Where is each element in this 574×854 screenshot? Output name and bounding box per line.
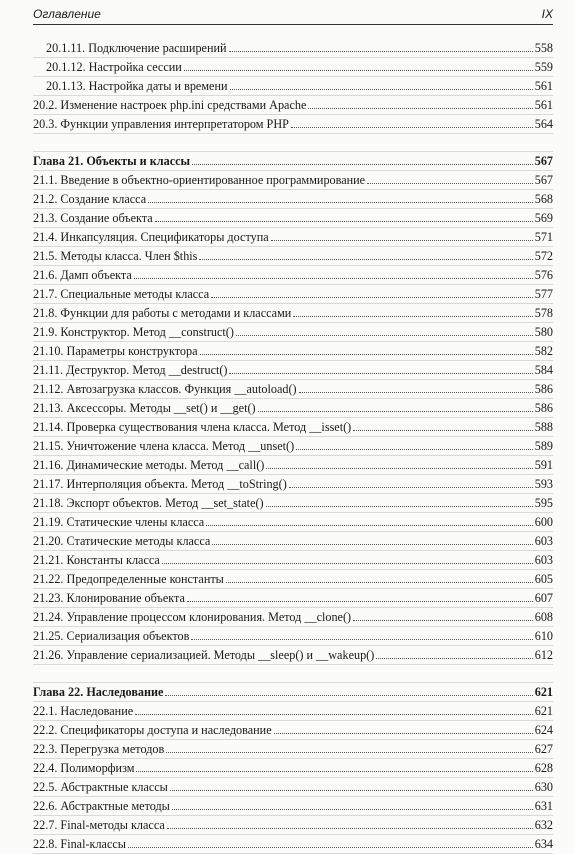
toc-entry: 21.21. Константы класса 603 bbox=[33, 551, 553, 570]
toc-entry: 21.16. Динамические методы. Метод __call() 591 bbox=[33, 456, 553, 475]
toc-entry: 22.3. Перегрузка методов 627 bbox=[33, 740, 553, 759]
table-of-contents bbox=[33, 39, 553, 854]
running-header bbox=[33, 7, 553, 23]
section-gap bbox=[33, 134, 553, 152]
toc-entry: 20.3. Функции управления интерпретатором PHP 564 bbox=[33, 115, 553, 134]
toc-entry: 21.1. Введение в объектно-ориентированное программирование 567 bbox=[33, 171, 553, 190]
section-gap bbox=[33, 665, 553, 683]
toc-entry: 21.26. Управление сериализацией. Методы __sleep() и __wakeup() 612 bbox=[33, 646, 553, 665]
toc-entry: 20.1.11. Подключение расширений 558 bbox=[33, 39, 553, 58]
toc-entry: 21.6. Дамп объекта 576 bbox=[33, 266, 553, 285]
toc-entry: 21.22. Предопределенные константы 605 bbox=[33, 570, 553, 589]
toc-entry: 21.25. Сериализация объектов 610 bbox=[33, 627, 553, 646]
toc-entry: 22.1. Наследование 621 bbox=[33, 702, 553, 721]
toc-entry: 21.8. Функции для работы с методами и классами 578 bbox=[33, 304, 553, 323]
toc-entry: 21.5. Методы класса. Член $this 572 bbox=[33, 247, 553, 266]
toc-entry: 21.11. Деструктор. Метод __destruct() 584 bbox=[33, 361, 553, 380]
toc-entry: 21.18. Экспорт объектов. Метод __set_state() 595 bbox=[33, 494, 553, 513]
toc-entry: 21.4. Инкапсуляция. Спецификаторы доступа 571 bbox=[33, 228, 553, 247]
toc-entry: 21.3. Создание объекта 569 bbox=[33, 209, 553, 228]
toc-entry: 21.17. Интерполяция объекта. Метод __toString() 593 bbox=[33, 475, 553, 494]
toc-entry: 21.23. Клонирование объекта 607 bbox=[33, 589, 553, 608]
chapter-heading: Глава 21. Объекты и классы 567 bbox=[33, 152, 553, 171]
toc-entry: 21.10. Параметры конструктора 582 bbox=[33, 342, 553, 361]
toc-entry: 21.9. Конструктор. Метод __construct() 580 bbox=[33, 323, 553, 342]
toc-entry: 21.15. Уничтожение члена класса. Метод __unset() 589 bbox=[33, 437, 553, 456]
toc-entry: 22.2. Спецификаторы доступа и наследование 624 bbox=[33, 721, 553, 740]
running-title: Оглавление bbox=[33, 7, 101, 21]
toc-entry: 22.4. Полиморфизм 628 bbox=[33, 759, 553, 778]
toc-entry: 21.7. Специальные методы класса 577 bbox=[33, 285, 553, 304]
toc-entry: 22.5. Абстрактные классы 630 bbox=[33, 778, 553, 797]
toc-entry: 22.7. Final-методы класса 632 bbox=[33, 816, 553, 835]
toc-entry: 20.1.13. Настройка даты и времени 561 bbox=[33, 77, 553, 96]
toc-entry: 21.14. Проверка существования члена класса. Метод __isset() 588 bbox=[33, 418, 553, 437]
toc-entry: 22.8. Final-классы 634 bbox=[33, 835, 553, 854]
toc-entry: 21.13. Аксессоры. Методы __set() и __get() 586 bbox=[33, 399, 553, 418]
toc-entry: 20.2. Изменение настроек php.ini средствами Apache 561 bbox=[33, 96, 553, 115]
toc-entry: 21.2. Создание класса 568 bbox=[33, 190, 553, 209]
chapter-heading: Глава 22. Наследование 621 bbox=[33, 683, 553, 702]
header-rule bbox=[33, 24, 553, 25]
toc-entry: 21.12. Автозагрузка классов. Функция __autoload() 586 bbox=[33, 380, 553, 399]
page-number: IX bbox=[541, 7, 553, 21]
toc-entry: 21.19. Статические члены класса 600 bbox=[33, 513, 553, 532]
toc-entry: 21.20. Статические методы класса 603 bbox=[33, 532, 553, 551]
toc-entry: 20.1.12. Настройка сессии 559 bbox=[33, 58, 553, 77]
toc-entry: 21.24. Управление процессом клонирования. Метод __clone() 608 bbox=[33, 608, 553, 627]
toc-entry: 22.6. Абстрактные методы 631 bbox=[33, 797, 553, 816]
